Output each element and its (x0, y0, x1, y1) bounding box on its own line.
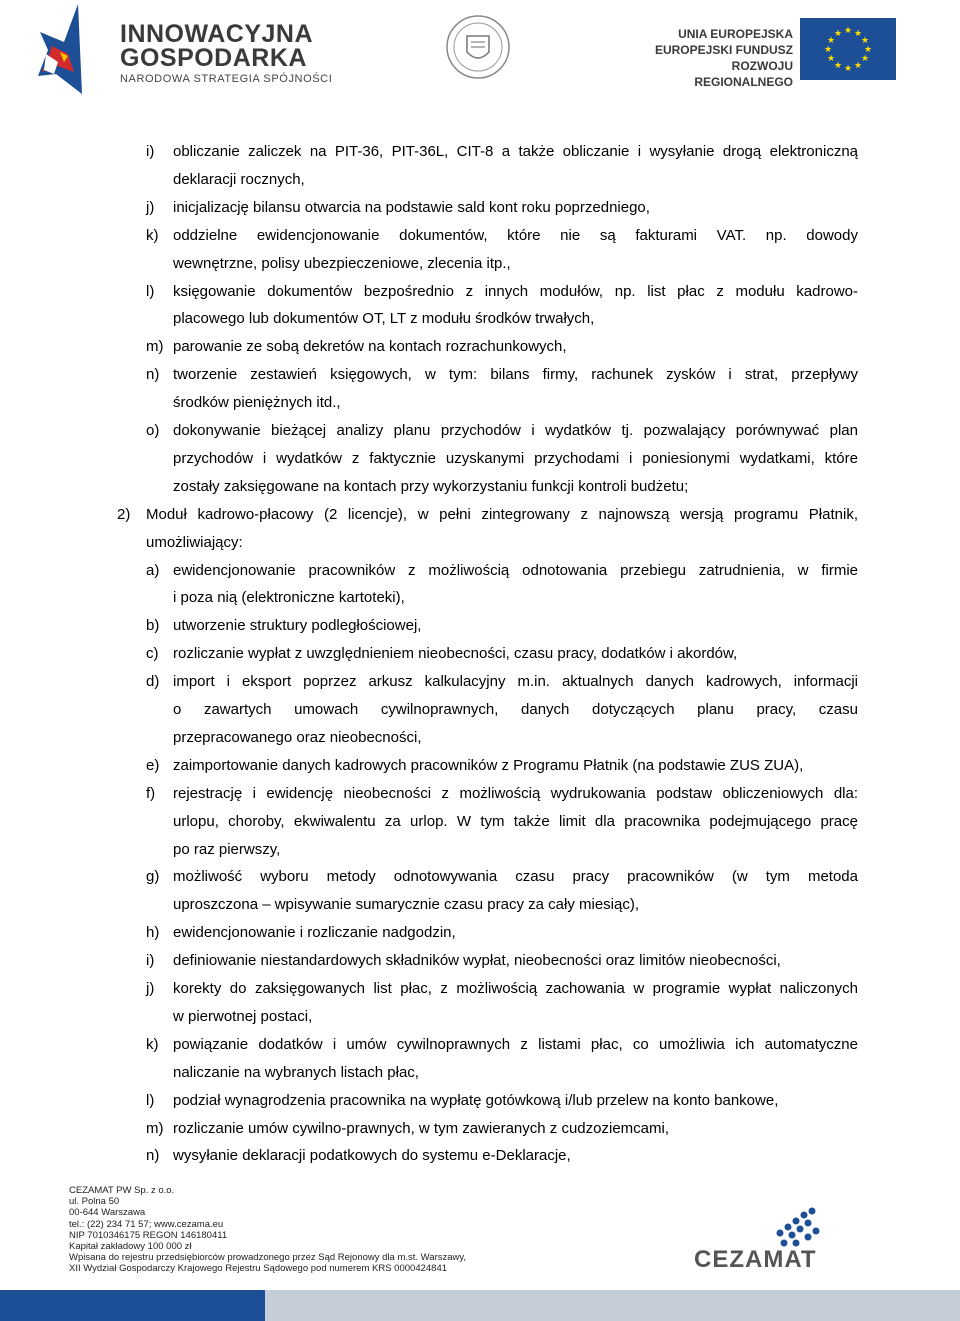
list-marker: m) (146, 1119, 164, 1137)
ig-subtitle: NARODOWA STRATEGIA SPÓJNOŚCI (120, 73, 333, 85)
list-item-line: Moduł kadrowo-płacowy (2 licencje), w pełni zintegrowany z najnowszą wersją programu Płatnik, (146, 505, 858, 523)
list-item-line: zaimportowanie danych kadrowych pracowników z Programu Płatnik (na podstawie ZUS ZUA), (173, 756, 804, 774)
list-item-line: możliwość wyboru metody odnotowywania czasu pracy pracowników (w tym metoda (173, 868, 858, 886)
list-item-line: po raz pierwszy, (173, 840, 281, 858)
list-item-line: naliczanie na wybranych listach płac, (173, 1063, 419, 1081)
svg-text:★: ★ (833, 29, 843, 39)
svg-text:★: ★ (826, 54, 836, 64)
list-item-line: środków pieniężnych itd., (173, 394, 341, 412)
list-item-line: powiązanie dodatków i umów cywilnoprawnych z listami płac, co umożliwia ich automatyczne (173, 1035, 858, 1053)
eu-text-line3: ROZWOJU REGIONALNEGO (694, 59, 793, 89)
list-marker: k) (146, 1035, 159, 1053)
list-marker: k) (146, 226, 159, 244)
innowacyjna-gospodarka-logo (38, 2, 338, 96)
list-item-line: umożliwiający: (146, 533, 243, 551)
list-item-line: parowanie ze sobą dekretów na kontach rozrachunkowych, (173, 338, 567, 356)
list-item-line: oddzielne ewidencjonowanie dokumentów, które nie są fakturami VAT. np. dowody (173, 226, 858, 244)
cezamat-logo-icon (692, 1205, 832, 1275)
ig-star-icon (38, 2, 84, 96)
eu-text-line1: UNIA EUROPEJSKA (678, 27, 793, 41)
list-item-line: inicjalizację bilansu otwarcia na podstawie sald kont roku poprzedniego, (173, 198, 650, 216)
ig-title (120, 22, 313, 70)
list-item-line: definiowanie niestandardowych składników wypłat, nieobecności oraz limitów nieobecności, (173, 952, 781, 970)
svg-text:★: ★ (853, 61, 863, 71)
list-item-line: korekty do zaksięgowanych list płac, z możliwością zachowania w programie wypłat naliczonych (173, 980, 858, 997)
list-marker: 2) (117, 505, 131, 523)
svg-text:★: ★ (823, 45, 833, 55)
list-item-line: wewnętrzne, polisy ubezpieczeniowe, zlecenia itp., (173, 254, 511, 272)
list-item-line: podział wynagrodzenia pracownika na wypłatę gotówkową i/lub przelew na konto bankowe, (173, 1091, 779, 1109)
list-marker: i) (146, 143, 155, 160)
eu-text-line2: EUROPEJSKI FUNDUSZ (654, 43, 793, 57)
svg-text:★: ★ (860, 36, 870, 46)
footer-line: CEZAMAT PW Sp. z o.o. (69, 1185, 175, 1196)
svg-text:★: ★ (843, 26, 853, 36)
list-item-line: zostały zaksięgowane na kontach przy wykorzystaniu funkcji kontroli budżetu; (173, 477, 689, 495)
svg-text:★: ★ (860, 54, 870, 64)
list-marker: b) (146, 617, 160, 635)
svg-text:★: ★ (843, 64, 853, 74)
svg-text:★: ★ (853, 29, 863, 39)
svg-text:★: ★ (863, 45, 873, 55)
ig-title-line2: GOSPODARKA (120, 44, 307, 72)
list-item-line: księgowanie dokumentów bezpośrednio z innych modułów, np. list płac z modułu kadrowo- (173, 282, 858, 300)
footer-line: 00-644 Warszawa (69, 1207, 146, 1219)
list-marker: f) (146, 784, 156, 802)
list-marker: e) (146, 756, 160, 774)
footer-line: XII Wydział Gospodarczy Krajowego Rejestru Sądowego pod numerem KRS 0000424841 (69, 1263, 448, 1275)
cezamat-logo (692, 1205, 832, 1275)
list-item-line: tworzenie zestawień księgowych, w tym: bilans firmy, rachunek zysków i strat, przepływy (173, 366, 858, 384)
list-item-line: rozliczanie umów cywilno-prawnych, w tym zawieranych z cudzoziemcami, (173, 1119, 669, 1137)
list-item-line: import i eksport poprzez arkusz kalkulacyjny m.in. aktualnych danych kadrowych, informacji (173, 673, 858, 691)
footer-bar-accent (0, 1290, 265, 1321)
list-marker: c) (146, 645, 159, 663)
list-item-line: obliczanie zaliczek na PIT-36, PIT-36L, CIT-8 a także obliczanie i wysyłanie drogą elektroniczną (173, 143, 858, 160)
company-footer (69, 1185, 466, 1275)
footer-line: NIP 7010346175 REGON 146180411 (69, 1229, 228, 1241)
university-seal-icon (445, 14, 511, 80)
list-marker: l) (146, 1091, 155, 1109)
list-marker: d) (146, 673, 160, 691)
ig-title-line1: INNOWACYJNA (120, 20, 314, 48)
list-item-line: wysyłanie deklaracji podatkowych do systemu e-Deklaracje, (173, 1147, 571, 1165)
list-marker: j) (146, 980, 155, 997)
page-header (0, 0, 960, 105)
list-marker: j) (146, 198, 155, 216)
list-item-line: w pierwotnej postaci, (173, 1007, 313, 1025)
list-item-line: dokonywanie bieżącej analizy planu przychodów i wydatków tj. pozwalający porównywać plan (173, 422, 858, 439)
list-marker: n) (146, 366, 160, 384)
list-item-line: rozliczanie wypłat z uwzględnieniem nieobecności, czasu pracy, dodatków i akordów, (173, 645, 738, 663)
list-marker: o) (146, 422, 160, 439)
cezamat-logo-text: CEZAMAT (694, 1246, 817, 1273)
list-item-line: przepracowanego oraz nieobecności, (173, 728, 422, 746)
list-marker: l) (146, 282, 155, 300)
list-item-line: placowego lub dokumentów OT, LT z modułu środków trwałych, (173, 310, 595, 328)
list-marker: a) (146, 561, 160, 579)
list-marker: h) (146, 924, 160, 942)
list-item-line: deklaracji rocznych, (173, 170, 305, 188)
eu-flag-icon (800, 18, 896, 80)
footer-line: Kapitał zakładowy 100 000 zł (69, 1241, 192, 1253)
list-item-line: rejestrację i ewidencję nieobecności z możliwością wydrukowania podstaw obliczeniowych dla: (173, 784, 858, 802)
list-item-line: ewidencjonowanie i rozliczanie nadgodzin, (173, 924, 456, 942)
list-marker: g) (146, 868, 160, 886)
list-item-line: urlopu, choroby, ekwiwalentu za urlop. W tym także limit dla pracownika podejmującego pracę (173, 812, 858, 830)
svg-text:★: ★ (833, 61, 843, 71)
list-item-line: o zawartych umowach cywilnoprawnych, danych dotyczących planu pracy, czasu (173, 701, 858, 718)
list-item-line: i poza nią (elektroniczne kartoteki), (173, 589, 405, 607)
list-item-line: utworzenie struktury podległościowej, (173, 617, 422, 635)
list-item-line: przychodów i wydatków z faktycznie uzyskanymi przychodami i poniesionymi wydatkami, które (173, 449, 858, 467)
list-item-line: uproszczona – wpisywanie sumarycznie czasu pracy za cały miesiąc), (173, 896, 640, 914)
list-marker: m) (146, 338, 164, 356)
eu-text (633, 26, 793, 90)
footer-line: tel.: (22) 234 71 57; www.cezama.eu (69, 1218, 224, 1230)
list-marker: i) (146, 952, 155, 970)
list-item-line: ewidencjonowanie pracowników z możliwością odnotowania przebiegu zatrudnienia, w firmie (173, 561, 858, 579)
list-marker: n) (146, 1147, 160, 1165)
footer-line: ul. Polna 50 (69, 1196, 120, 1208)
svg-text:★: ★ (826, 36, 836, 46)
footer-line: Wpisana do rejestru przedsiębiorców prowadzonego przez Sąd Rejonowy dla m.st. Warszawy, (69, 1252, 467, 1264)
